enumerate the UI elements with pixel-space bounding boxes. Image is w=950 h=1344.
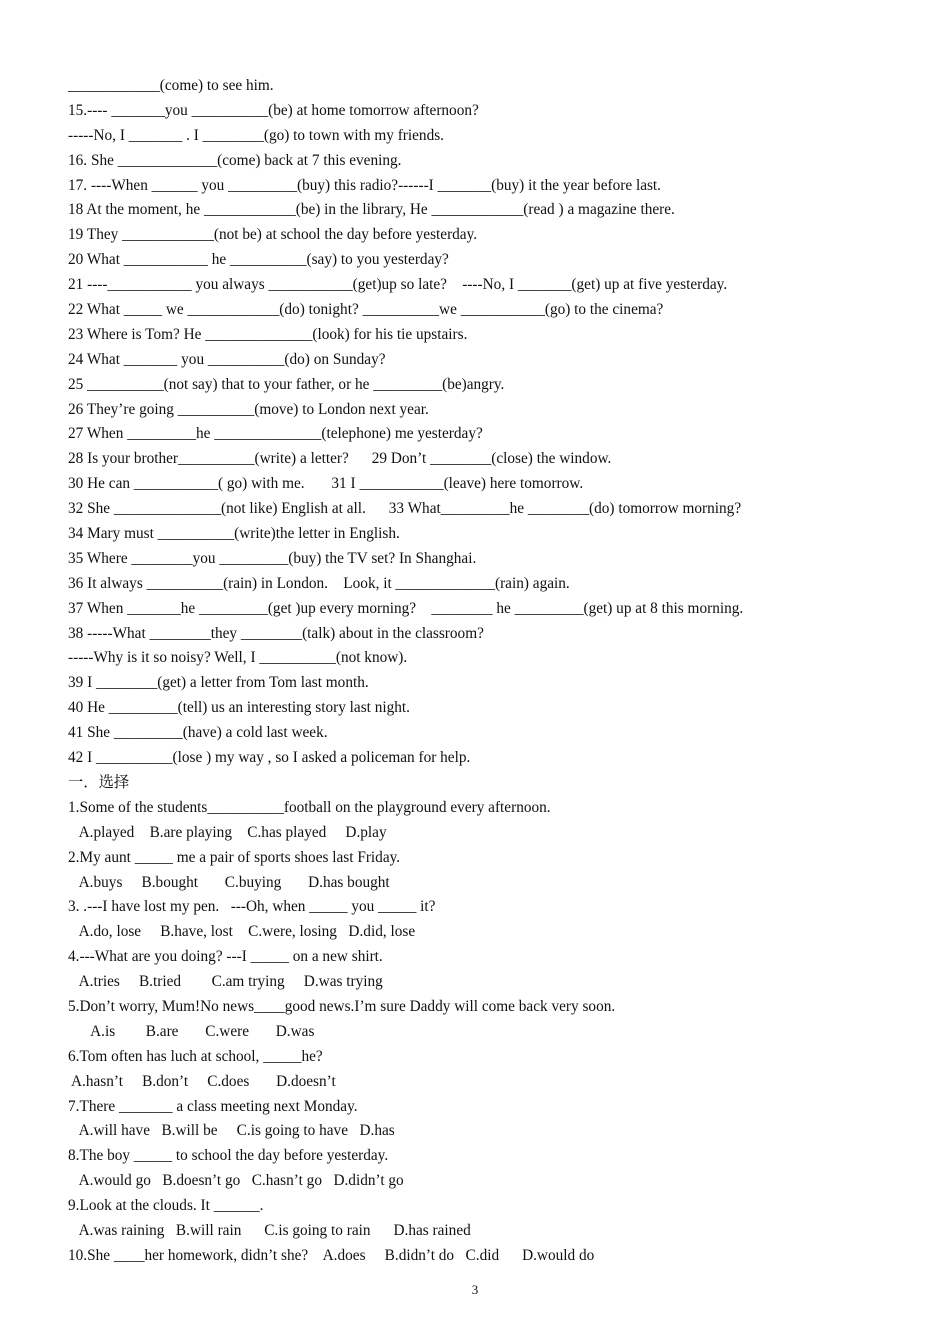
- text-line: 35 Where ________you _________(buy) the TV set? In Shanghai.: [68, 549, 477, 567]
- text-line: -----No, I _______ . I ________(go) to town with my friends.: [68, 126, 444, 144]
- text-line: 7.There _______ a class meeting next Monday.: [68, 1097, 358, 1115]
- text-line: 1.Some of the students__________football on the playground every afternoon.: [68, 798, 551, 816]
- text-line: 5.Don’t worry, Mum!No news____good news.I’m sure Daddy will come back very soon.: [68, 997, 616, 1015]
- page-number: 3: [471, 1282, 479, 1297]
- text-line: 42 I __________(lose ) my way , so I asked a policeman for help.: [68, 749, 471, 767]
- text-line: 37 When _______he _________(get )up every morning? ________ he _________(get) up at 8 this morning.: [68, 599, 744, 617]
- text-line: 36 It always __________(rain) in London. Look, it _____________(rain) again.: [68, 574, 570, 592]
- text-line: 4.---What are you doing? ---I _____ on a new shirt.: [68, 948, 383, 966]
- text-line: 32 She ______________(not like) English at all. 33 What_________he ________(do) tomorrow morning?: [68, 500, 742, 518]
- text-line: A.will have B.will be C.is going to have D.has: [68, 1122, 395, 1140]
- text-line: 21 ----___________ you always ___________(get)up so late? ----No, I _______(get) up at five yesterday.: [68, 276, 728, 294]
- text-line: 28 Is your brother__________(write) a letter? 29 Don’t ________(close) the window.: [68, 450, 612, 468]
- text-line: 23 Where is Tom? He ______________(look) for his tie upstairs.: [68, 325, 468, 343]
- exercise-text: [68, 74, 898, 1269]
- text-line: A.tries B.tried C.am trying D.was trying: [68, 973, 383, 991]
- text-line: A.played B.are playing C.has played D.play: [68, 823, 387, 841]
- text-line: ____________(come) to see him.: [68, 77, 274, 94]
- text-line: 17. ----When ______ you _________(buy) this radio?------I _______(buy) it the year before last.: [68, 176, 662, 194]
- text-line: A.would go B.doesn’t go C.hasn’t go D.didn’t go: [68, 1172, 404, 1190]
- text-line: -----Why is it so noisy? Well, I __________(not know).: [68, 649, 408, 667]
- text-line: 30 He can ___________( go) with me. 31 I ___________(leave) here tomorrow.: [68, 475, 584, 493]
- text-line: A.do, lose B.have, lost C.were, losing D.did, lose: [68, 923, 416, 941]
- text-line: 24 What _______ you __________(do) on Sunday?: [68, 350, 386, 368]
- text-line: 9.Look at the clouds. It ______.: [68, 1197, 264, 1215]
- text-line: 10.She ____her homework, didn’t she? A.does B.didn’t do C.did D.would do: [68, 1246, 595, 1264]
- text-line: 16. She _____________(come) back at 7 this evening.: [68, 151, 402, 169]
- section-heading: 一．选择: [68, 773, 130, 791]
- text-line: 39 I ________(get) a letter from Tom last month.: [68, 674, 369, 692]
- text-line: 40 He _________(tell) us an interesting story last night.: [68, 699, 411, 717]
- text-line: A.was raining B.will rain C.is going to rain D.has rained: [68, 1221, 471, 1239]
- text-line: 2.My aunt _____ me a pair of sports shoes last Friday.: [68, 848, 401, 866]
- text-line: 27 When _________he ______________(telephone) me yesterday?: [68, 425, 483, 443]
- text-line: 15.---- _______you __________(be) at home tomorrow afternoon?: [68, 101, 479, 119]
- text-line: 20 What ___________ he __________(say) to you yesterday?: [68, 251, 449, 269]
- text-line: 19 They ____________(not be) at school the day before yesterday.: [68, 226, 478, 244]
- text-line: 38 -----What ________they ________(talk) about in the classroom?: [68, 624, 484, 642]
- text-line: 26 They’re going __________(move) to London next year.: [68, 400, 429, 418]
- text-line: 25 __________(not say) that to your father, or he _________(be)angry.: [68, 375, 505, 393]
- text-line: 18 At the moment, he ____________(be) in the library, He ____________(read ) a magazine there.: [68, 201, 675, 219]
- text-line: A.is B.are C.were D.was: [68, 1022, 315, 1040]
- text-line: 34 Mary must __________(write)the letter in English.: [68, 525, 400, 543]
- text-line: 41 She _________(have) a cold last week.: [68, 724, 328, 742]
- text-line: 3. .---I have lost my pen. ---Oh, when _____ you _____ it?: [68, 898, 436, 916]
- text-line: A.buys B.bought C.buying D.has bought: [68, 873, 390, 891]
- text-line: 8.The boy _____ to school the day before yesterday.: [68, 1147, 389, 1165]
- text-line: 6.Tom often has luch at school, _____he?: [68, 1047, 323, 1065]
- text-line: 22 What _____ we ____________(do) tonight? __________we ___________(go) to the cinema?: [68, 301, 664, 319]
- text-line: A.hasn’t B.don’t C.does D.doesn’t: [68, 1072, 336, 1090]
